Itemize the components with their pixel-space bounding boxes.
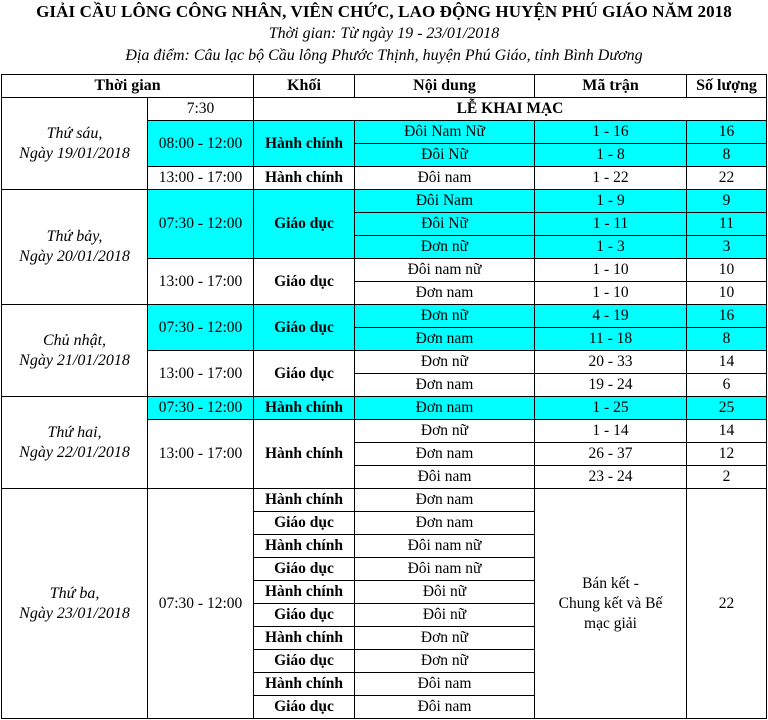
group-cell: Giáo dục — [254, 696, 355, 719]
content-cell: Đơn nữ — [355, 305, 535, 328]
event-location: Địa điểm: Câu lạc bộ Cầu lông Phước Thịnh, huyện Phú Giáo, tỉnh Bình Dương — [125, 47, 643, 64]
day-name: Thứ hai, — [47, 423, 102, 441]
group-cell: Hành chính — [254, 489, 355, 512]
match-code-cell: 1 - 3 — [535, 236, 687, 259]
count-cell: 25 — [687, 397, 767, 420]
group-cell: Hành chính — [254, 121, 355, 167]
content-cell: Đơn nam — [355, 512, 535, 535]
count-cell: 22 — [687, 489, 767, 719]
document-title: GIẢI CẦU LÔNG CÔNG NHÂN, VIÊN CHỨC, LAO ĐỘNG HUYỆN PHÚ GIÁO NĂM 2018 — [36, 2, 732, 21]
match-code-cell: 20 - 33 — [535, 351, 687, 374]
count-cell: 8 — [687, 144, 767, 167]
group-cell: Giáo dục — [254, 351, 355, 397]
final-stage-line: mạc giải — [584, 614, 637, 632]
day-name: Thứ ba, — [49, 584, 100, 602]
count-cell: 14 — [687, 351, 767, 374]
content-cell: Đôi Nam — [355, 190, 535, 213]
group-cell: Hành chính — [254, 627, 355, 650]
count-cell: 16 — [687, 305, 767, 328]
count-cell: 6 — [687, 374, 767, 397]
count-cell: 3 — [687, 236, 767, 259]
day-date: Ngày 22/01/2018 — [19, 443, 130, 461]
count-cell: 11 — [687, 213, 767, 236]
group-cell: Hành chính — [254, 673, 355, 696]
col-header-content: Nội dung — [355, 75, 535, 98]
match-code-cell: 1 - 14 — [535, 420, 687, 443]
group-cell: Giáo dục — [254, 512, 355, 535]
content-cell: Đôi nam — [355, 673, 535, 696]
match-code-cell: 1 - 10 — [535, 259, 687, 282]
time-slot: 13:00 - 17:00 — [148, 259, 254, 305]
count-cell: 10 — [687, 259, 767, 282]
col-header-match-code: Mã trận — [535, 75, 687, 98]
time-slot: 08:00 - 12:00 — [148, 121, 254, 167]
content-cell: Đơn nữ — [355, 650, 535, 673]
count-cell: 14 — [687, 420, 767, 443]
content-cell: Đôi nam nữ — [355, 259, 535, 282]
final-stage-cell — [535, 489, 687, 719]
content-cell: Đơn nữ — [355, 351, 535, 374]
table-row — [2, 397, 767, 420]
day-name: Thứ sáu, — [46, 124, 103, 142]
table-row — [2, 98, 767, 121]
content-cell: Đôi nam — [355, 167, 535, 190]
group-cell: Giáo dục — [254, 558, 355, 581]
day-date: Ngày 19/01/2018 — [19, 144, 130, 162]
match-code-cell: 1 - 8 — [535, 144, 687, 167]
time-slot: 13:00 - 17:00 — [148, 420, 254, 489]
document-header — [0, 0, 768, 74]
match-code-cell: 4 - 19 — [535, 305, 687, 328]
schedule-table — [1, 74, 767, 719]
group-cell: Giáo dục — [254, 604, 355, 627]
content-cell: Đơn nam — [355, 489, 535, 512]
day-cell-monday — [2, 397, 148, 489]
table-row — [2, 190, 767, 213]
final-stage-line: Bán kết - — [582, 574, 639, 592]
content-cell: Đôi Nam Nữ — [355, 121, 535, 144]
day-name: Chủ nhật, — [42, 331, 107, 349]
match-code-cell: 11 - 18 — [535, 328, 687, 351]
content-cell: Đơn nam — [355, 443, 535, 466]
header-row — [2, 75, 767, 98]
time-slot: 07:30 - 12:00 — [148, 305, 254, 351]
group-cell: Hành chính — [254, 535, 355, 558]
day-date: Ngày 21/01/2018 — [19, 351, 130, 369]
content-cell: Đơn nam — [355, 328, 535, 351]
col-header-group: Khối — [254, 75, 355, 98]
group-cell: Hành chính — [254, 397, 355, 420]
group-cell: Hành chính — [254, 420, 355, 489]
content-cell: Đôi Nữ — [355, 144, 535, 167]
opening-time: 7:30 — [148, 98, 254, 121]
count-cell: 9 — [687, 190, 767, 213]
group-cell: Giáo dục — [254, 305, 355, 351]
count-cell: 8 — [687, 328, 767, 351]
content-cell: Đôi nữ — [355, 581, 535, 604]
content-cell: Đôi nam — [355, 696, 535, 719]
time-slot: 13:00 - 17:00 — [148, 167, 254, 190]
content-cell: Đơn nam — [355, 397, 535, 420]
day-name: Thứ bảy, — [46, 228, 103, 245]
content-cell: Đơn nam — [355, 282, 535, 305]
group-cell: Hành chính — [254, 167, 355, 190]
content-cell: Đôi nam nữ — [355, 535, 535, 558]
match-code-cell: 1 - 11 — [535, 213, 687, 236]
table-row — [2, 305, 767, 328]
match-code-cell: 1 - 16 — [535, 121, 687, 144]
final-stage-line: Chung kết và Bế — [558, 594, 663, 612]
match-code-cell: 26 - 37 — [535, 443, 687, 466]
content-cell: Đôi Nữ — [355, 213, 535, 236]
count-cell: 22 — [687, 167, 767, 190]
content-cell: Đơn nữ — [355, 627, 535, 650]
count-cell: 10 — [687, 282, 767, 305]
match-code-cell: 23 - 24 — [535, 466, 687, 489]
event-time: Thời gian: Từ ngày 19 - 23/01/2018 — [268, 25, 500, 42]
content-cell: Đôi nam nữ — [355, 558, 535, 581]
col-header-time: Thời gian — [2, 75, 254, 98]
time-slot: 13:00 - 17:00 — [148, 351, 254, 397]
count-cell: 16 — [687, 121, 767, 144]
day-cell-saturday — [2, 190, 148, 305]
day-date: Ngày 23/01/2018 — [19, 604, 130, 622]
group-cell: Hành chính — [254, 581, 355, 604]
day-date: Ngày 20/01/2018 — [19, 248, 130, 265]
match-code-cell: 1 - 9 — [535, 190, 687, 213]
match-code-cell: 19 - 24 — [535, 374, 687, 397]
time-slot: 07:30 - 12:00 — [148, 397, 254, 420]
col-header-count: Số lượng — [687, 75, 767, 98]
group-cell: Giáo dục — [254, 190, 355, 259]
content-cell: Đơn nam — [355, 374, 535, 397]
content-cell: Đôi nữ — [355, 604, 535, 627]
day-cell-tuesday — [2, 489, 148, 719]
content-cell: Đôi nam — [355, 466, 535, 489]
match-code-cell: 1 - 10 — [535, 282, 687, 305]
group-cell: Giáo dục — [254, 650, 355, 673]
match-code-cell: 1 - 22 — [535, 167, 687, 190]
day-cell-friday — [2, 98, 148, 190]
table-row — [2, 489, 767, 512]
group-cell: Giáo dục — [254, 259, 355, 305]
time-slot: 07:30 - 12:00 — [148, 190, 254, 259]
count-cell: 12 — [687, 443, 767, 466]
opening-ceremony: LỄ KHAI MẠC — [254, 98, 767, 121]
content-cell: Đơn nữ — [355, 420, 535, 443]
day-cell-sunday — [2, 305, 148, 397]
count-cell: 2 — [687, 466, 767, 489]
match-code-cell: 1 - 25 — [535, 397, 687, 420]
time-slot: 07:30 - 12:00 — [148, 489, 254, 719]
content-cell: Đơn nữ — [355, 236, 535, 259]
